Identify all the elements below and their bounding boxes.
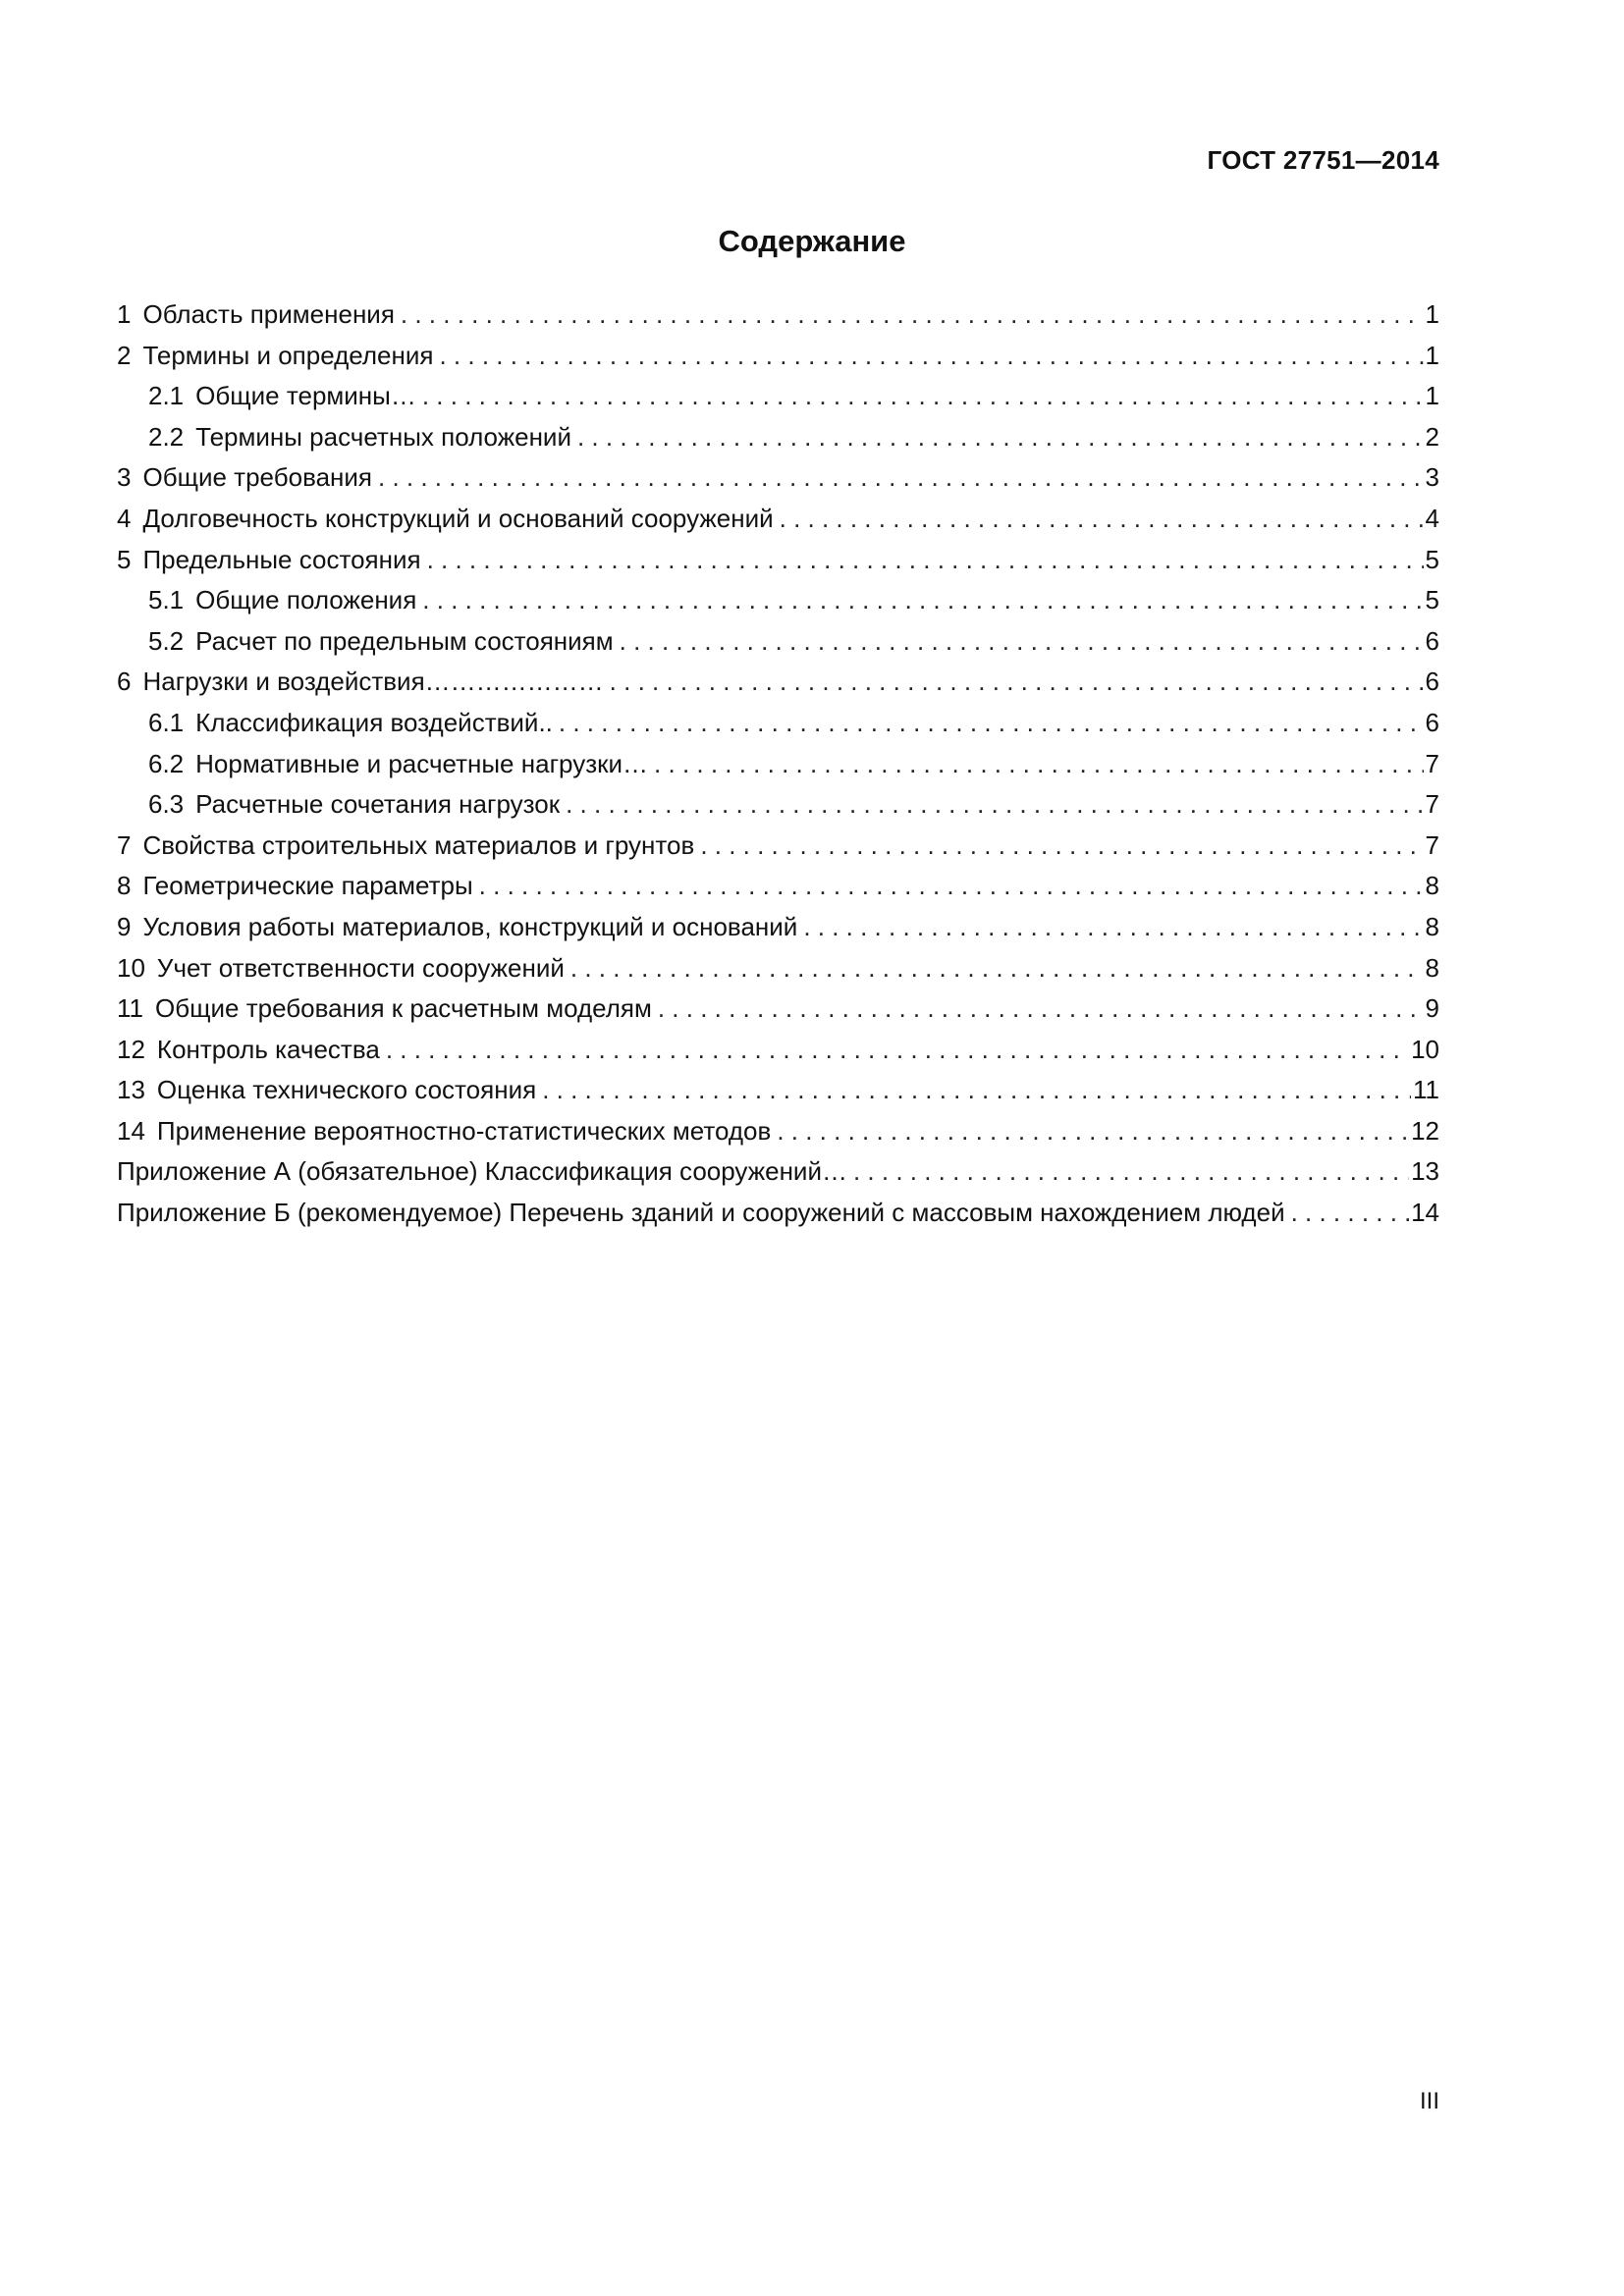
toc-entry[interactable] (117, 784, 1439, 826)
toc-entry-page: 8 (1425, 952, 1439, 983)
toc-entry[interactable] (117, 457, 1439, 499)
toc-entry-title: Нормативные и расчетные нагрузки… (195, 748, 649, 778)
toc-dot-leader (566, 784, 1423, 826)
toc-dot-leader (654, 744, 1423, 785)
toc-entry-page: 5 (1425, 544, 1439, 574)
toc-entry[interactable] (117, 1070, 1439, 1111)
toc-entry-page: 6 (1425, 667, 1439, 697)
toc-entry[interactable] (117, 1193, 1439, 1234)
toc-dot-leader (427, 540, 1424, 581)
toc-entry-title: Долговечность конструкций и оснований сооружений (142, 503, 774, 533)
toc-dot-leader (559, 703, 1424, 744)
toc-entry[interactable] (117, 948, 1439, 989)
toc-dot-leader (1291, 1193, 1409, 1234)
toc-entry-page: 13 (1411, 1156, 1439, 1187)
toc-entry[interactable] (117, 866, 1439, 907)
toc-dot-leader (577, 417, 1424, 458)
toc-entry-number: 2 (117, 340, 132, 370)
toc-dot-leader (700, 826, 1423, 867)
toc-entry[interactable] (117, 703, 1439, 744)
toc-entry[interactable] (117, 907, 1439, 948)
toc-entry-page: 2 (1425, 421, 1439, 452)
toc-entry-page: 7 (1425, 789, 1439, 820)
toc-dot-leader (422, 376, 1424, 417)
toc-entry-number: 1 (117, 299, 132, 329)
toc-entry-title: Условия работы материалов, конструкций и оснований (142, 911, 798, 941)
toc-entry-title: Термины и определения (142, 340, 434, 370)
toc-entry[interactable] (117, 336, 1439, 377)
toc-entry-title: Нагрузки и воздействия………………… (142, 667, 604, 697)
toc-entry-title: Геометрические параметры (142, 871, 473, 901)
toc-entry[interactable] (117, 988, 1439, 1030)
toc-entry-number: 6.1 (148, 707, 185, 737)
toc-dot-leader (777, 1111, 1409, 1152)
toc-dot-leader (386, 1030, 1409, 1071)
toc-entry-number: 6 (117, 667, 132, 697)
toc-entry[interactable] (117, 499, 1439, 540)
toc-dot-leader (658, 988, 1424, 1030)
toc-entry-number: 13 (117, 1075, 145, 1105)
toc-entry[interactable] (117, 744, 1439, 785)
toc-entry-number: 4 (117, 503, 132, 533)
toc-dot-leader (610, 662, 1424, 703)
toc-entry-title: Предельные состояния (142, 544, 421, 574)
toc-entry-number: 11 (117, 993, 143, 1024)
toc-entry-title: Свойства строительных материалов и грунтов (142, 829, 695, 860)
toc-entry-number: 6.2 (148, 748, 185, 778)
toc-entry-title: Контроль качества (156, 1034, 380, 1064)
toc-entry-title: Общие требования к расчетным моделям (155, 993, 652, 1024)
table-of-contents (117, 294, 1439, 1234)
toc-entry[interactable] (117, 376, 1439, 417)
toc-entry[interactable] (117, 826, 1439, 867)
document-code: ГОСТ 27751—2014 (1207, 145, 1439, 175)
toc-dot-leader (780, 499, 1424, 540)
toc-entry-title: Общие термины… (195, 381, 416, 411)
toc-entry[interactable] (117, 294, 1439, 336)
toc-entry-number: 7 (117, 829, 132, 860)
toc-entry-title: Расчет по предельным состояниям (195, 625, 614, 656)
toc-entry[interactable] (117, 621, 1439, 663)
toc-entry-number: 2.2 (148, 421, 185, 452)
toc-entry-number: 10 (117, 952, 145, 983)
toc-dot-leader (439, 336, 1423, 377)
toc-entry-page: 14 (1411, 1198, 1439, 1228)
toc-entry-page: 6 (1425, 625, 1439, 656)
toc-dot-leader (378, 457, 1424, 499)
toc-entry-page: 12 (1411, 1115, 1439, 1146)
toc-entry-number: 9 (117, 911, 132, 941)
toc-entry-page: 11 (1413, 1075, 1439, 1105)
toc-entry[interactable] (117, 540, 1439, 581)
page-number: III (1419, 2088, 1439, 2114)
toc-entry-page: 5 (1425, 585, 1439, 615)
toc-entry-page: 8 (1425, 911, 1439, 941)
toc-entry-title: Область применения (142, 299, 395, 329)
toc-entry-number: 5.2 (148, 625, 185, 656)
toc-entry-page: 4 (1425, 503, 1439, 533)
toc-entry-number: 2.1 (148, 381, 185, 411)
toc-entry-page: 7 (1425, 748, 1439, 778)
toc-entry-title: Приложение Б (рекомендуемое) Перечень зданий и сооружений с массовым нахождением людей (117, 1198, 1285, 1228)
toc-entry[interactable] (117, 417, 1439, 458)
toc-dot-leader (479, 866, 1424, 907)
toc-entry-number: 6.3 (148, 789, 185, 820)
toc-dot-leader (542, 1070, 1411, 1111)
toc-entry-number: 5 (117, 544, 132, 574)
toc-entry[interactable] (117, 1151, 1439, 1193)
toc-entry-page: 10 (1411, 1034, 1439, 1064)
toc-entry-page: 9 (1425, 993, 1439, 1024)
toc-entry-title: Оценка технического состояния (156, 1075, 537, 1105)
toc-dot-leader (401, 294, 1424, 336)
toc-entry-title: Расчетные сочетания нагрузок (195, 789, 561, 820)
toc-entry-title: Классификация воздействий.. (195, 707, 553, 737)
toc-entry[interactable] (117, 580, 1439, 621)
toc-entry-title: Применение вероятностно-статистических методов (156, 1115, 772, 1146)
toc-entry[interactable] (117, 1030, 1439, 1071)
toc-entry-page: 3 (1425, 462, 1439, 493)
toc-entry-title: Учет ответственности сооружений (156, 952, 565, 983)
toc-entry-page: 7 (1425, 829, 1439, 860)
toc-entry-number: 8 (117, 871, 132, 901)
toc-entry-page: 1 (1425, 381, 1439, 411)
toc-entry-title: Общие положения (195, 585, 417, 615)
toc-entry-number: 3 (117, 462, 132, 493)
toc-entry-title: Общие требования (142, 462, 373, 493)
toc-entry-number: 12 (117, 1034, 145, 1064)
toc-entry-title: Приложение А (обязательное) Классификация сооружений… (117, 1156, 847, 1187)
toc-entry-title: Термины расчетных положений (195, 421, 571, 452)
toc-dot-leader (620, 621, 1424, 663)
toc-entry-page: 8 (1425, 871, 1439, 901)
toc-dot-leader (803, 907, 1423, 948)
toc-entry-number: 5.1 (148, 585, 185, 615)
toc-title: Содержание (718, 224, 906, 258)
toc-entry-page: 1 (1425, 340, 1439, 370)
toc-entry[interactable] (117, 1111, 1439, 1152)
toc-entry[interactable] (117, 662, 1439, 703)
toc-dot-leader (570, 948, 1424, 989)
toc-entry-page: 1 (1425, 299, 1439, 329)
toc-dot-leader (422, 580, 1423, 621)
toc-entry-page: 6 (1425, 707, 1439, 737)
toc-entry-number: 14 (117, 1115, 145, 1146)
toc-dot-leader (853, 1151, 1409, 1193)
